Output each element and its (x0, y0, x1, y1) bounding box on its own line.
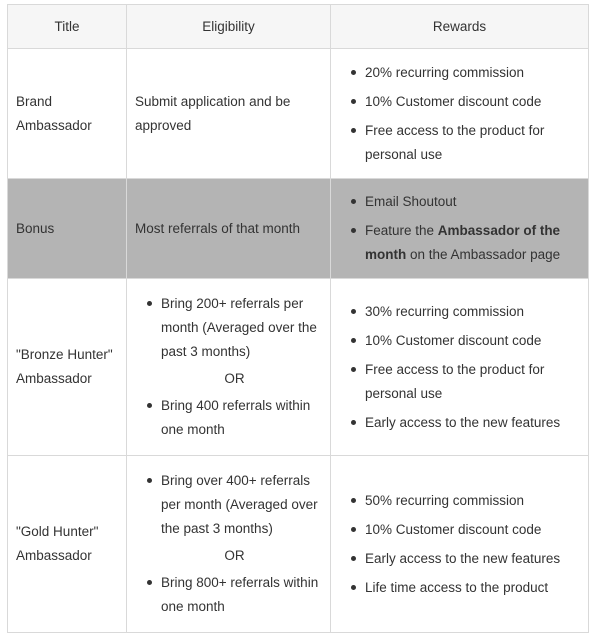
header-rewards: Rewards (331, 5, 589, 49)
reward-item (343, 219, 580, 267)
eligibility-list (135, 469, 322, 541)
reward-text-bold: Ambassador of the month (365, 223, 561, 262)
or-separator: OR (224, 371, 245, 386)
reward-text-suffix: on the Ambassador page (406, 247, 561, 262)
header-title: Title (8, 5, 127, 49)
reward-item: 50% recurring commission (343, 489, 580, 513)
reward-item: Early access to the new features (343, 547, 580, 571)
rewards-list (343, 489, 580, 600)
row-rewards (331, 456, 589, 633)
row-title: Bonus (8, 179, 127, 279)
reward-item: 10% Customer discount code (343, 518, 580, 542)
row-eligibility (127, 456, 331, 633)
eligibility-item: Bring 400 referrals within one month (135, 394, 322, 442)
or-separator: OR (224, 548, 245, 563)
reward-item: 10% Customer discount code (343, 329, 580, 353)
table-row-gold-hunter (8, 456, 589, 633)
eligibility-item: Bring 800+ referrals within one month (135, 571, 322, 619)
row-title: "Gold Hunter" Ambassador (8, 456, 127, 633)
row-eligibility (127, 279, 331, 456)
reward-item: Free access to the product for personal use (343, 358, 580, 406)
reward-item: 30% recurring commission (343, 300, 580, 324)
table-row-brand-ambassador (8, 49, 589, 179)
reward-item: Life time access to the product (343, 576, 580, 600)
table-row-bronze-hunter (8, 279, 589, 456)
eligibility-list (135, 394, 322, 442)
row-eligibility: Submit application and be approved (127, 49, 331, 179)
rewards-list (343, 300, 580, 435)
reward-item: Email Shoutout (343, 190, 580, 214)
reward-item: Early access to the new features (343, 411, 580, 435)
reward-item: 10% Customer discount code (343, 90, 580, 114)
rewards-list (343, 190, 580, 267)
eligibility-list (135, 292, 322, 364)
reward-text-prefix: Feature the (365, 223, 438, 238)
reward-item: 20% recurring commission (343, 61, 580, 85)
ambassador-rewards-table (7, 4, 589, 633)
row-rewards (331, 49, 589, 179)
eligibility-item: Bring over 400+ referrals per month (Averaged over the past 3 months) (135, 469, 322, 541)
row-title: Brand Ambassador (8, 49, 127, 179)
reward-item: Free access to the product for personal use (343, 119, 580, 167)
header-eligibility: Eligibility (127, 5, 331, 49)
row-rewards (331, 279, 589, 456)
row-title: "Bronze Hunter" Ambassador (8, 279, 127, 456)
eligibility-list (135, 571, 322, 619)
table-row-bonus (8, 179, 589, 279)
rewards-list (343, 61, 580, 167)
eligibility-item: Bring 200+ referrals per month (Averaged over the past 3 months) (135, 292, 322, 364)
row-rewards (331, 179, 589, 279)
table-header-row (8, 5, 589, 49)
row-eligibility: Most referrals of that month (127, 179, 331, 279)
